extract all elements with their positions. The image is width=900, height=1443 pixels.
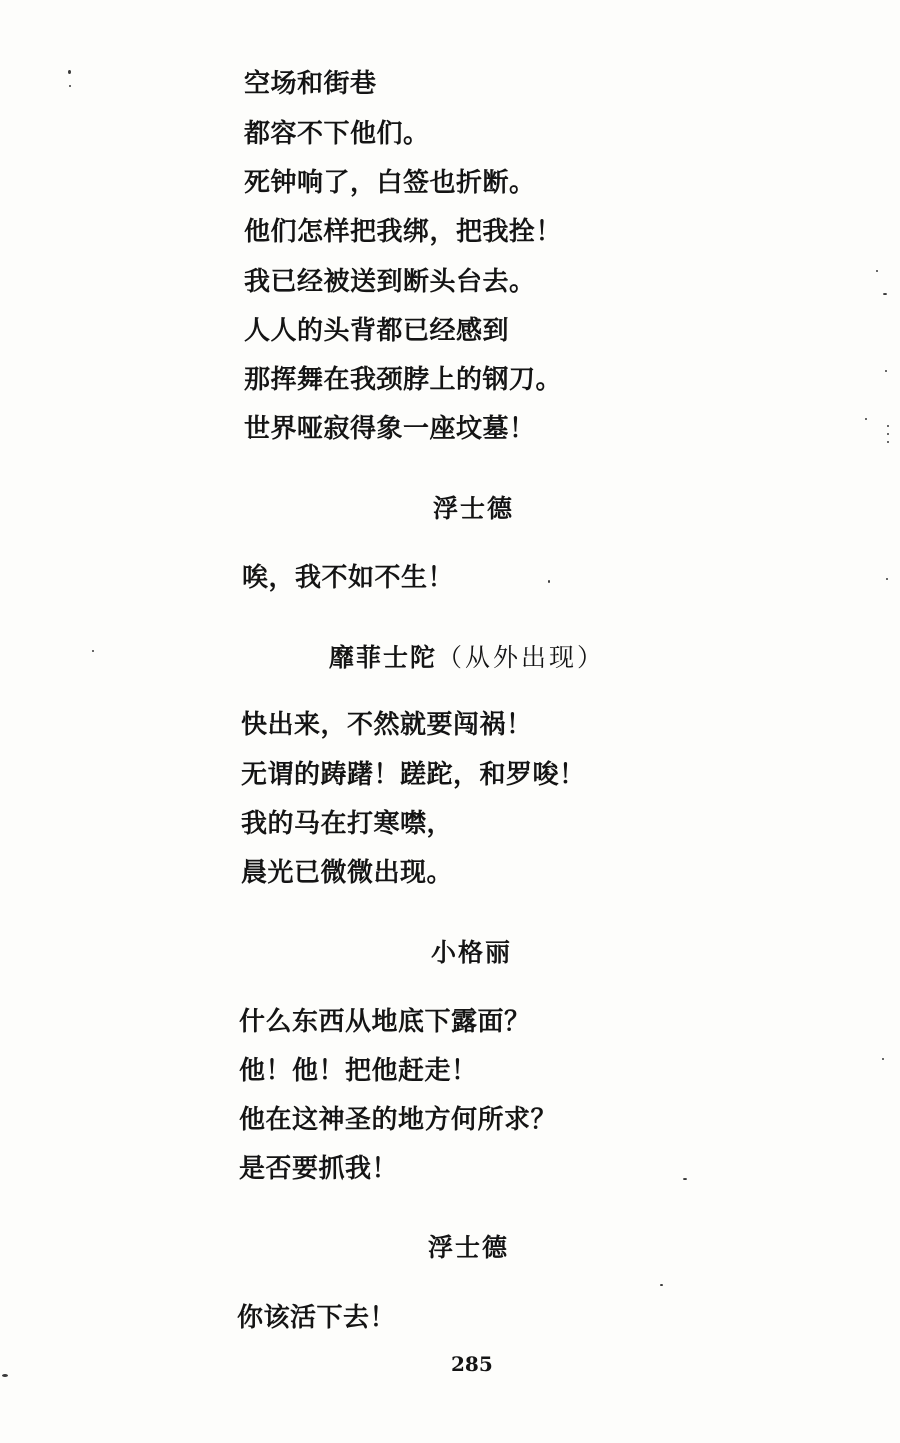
speaker-heading-mephisto [329, 642, 605, 674]
scan-speck [876, 270, 878, 272]
verse-line: 唉，我不如不生！ [242, 563, 455, 593]
speaker-name-faust: 浮士德 [428, 1233, 510, 1262]
scan-speck [548, 580, 550, 583]
verse-line: 无谓的踌躇！蹉跎，和罗唆！ [241, 760, 586, 790]
verse-line: 晨光已微微出现。 [241, 858, 454, 888]
verse-line: 你该活下去！ [237, 1303, 397, 1333]
verse-line: 我已经被送到断头台去。 [244, 267, 536, 297]
verse-line: 都容不下他们。 [244, 119, 430, 149]
verse-line: 他在这神圣的地方何所求？ [239, 1105, 558, 1135]
verse-line: 他们怎样把我绑，把我拴！ [244, 217, 563, 247]
scan-speck [92, 650, 94, 652]
scan-speck [683, 1178, 687, 1180]
verse-line: 什么东西从地底下露面？ [239, 1007, 531, 1037]
stage-direction: （从外出现） [437, 643, 606, 672]
scan-speck [660, 1284, 663, 1286]
scan-speck [887, 425, 889, 427]
scan-speck [887, 441, 889, 443]
scan-speck [68, 70, 71, 74]
verse-line: 快出来，不然就要闯祸！ [241, 710, 533, 740]
page-number: 285 [451, 1352, 493, 1376]
verse-line: 那挥舞在我颈脖上的钢刀。 [244, 365, 563, 395]
speaker-name-gretchen: 小格丽 [431, 938, 513, 967]
verse-line: 世界哑寂得象一座坟墓！ [244, 414, 536, 444]
scan-speck [883, 293, 887, 295]
scan-speck [69, 85, 71, 87]
verse-line: 空场和街巷 [244, 69, 377, 99]
speaker-name-mephisto: 靡菲士陀 [329, 643, 438, 672]
scan-speck [2, 1374, 8, 1377]
verse-line: 是否要抓我！ [239, 1154, 399, 1184]
verse-line: 他！他！把他赶走！ [239, 1056, 478, 1086]
scan-speck [882, 1058, 884, 1060]
verse-line: 我的马在打寒噤， [241, 809, 454, 839]
verse-line: 人人的头背都已经感到 [244, 316, 510, 346]
scan-speck [886, 578, 888, 580]
scan-speck [885, 370, 887, 372]
verse-line: 死钟响了，白签也折断。 [244, 168, 536, 198]
scan-speck [887, 433, 889, 435]
scan-speck [865, 418, 867, 420]
speaker-name-faust: 浮士德 [433, 494, 515, 523]
